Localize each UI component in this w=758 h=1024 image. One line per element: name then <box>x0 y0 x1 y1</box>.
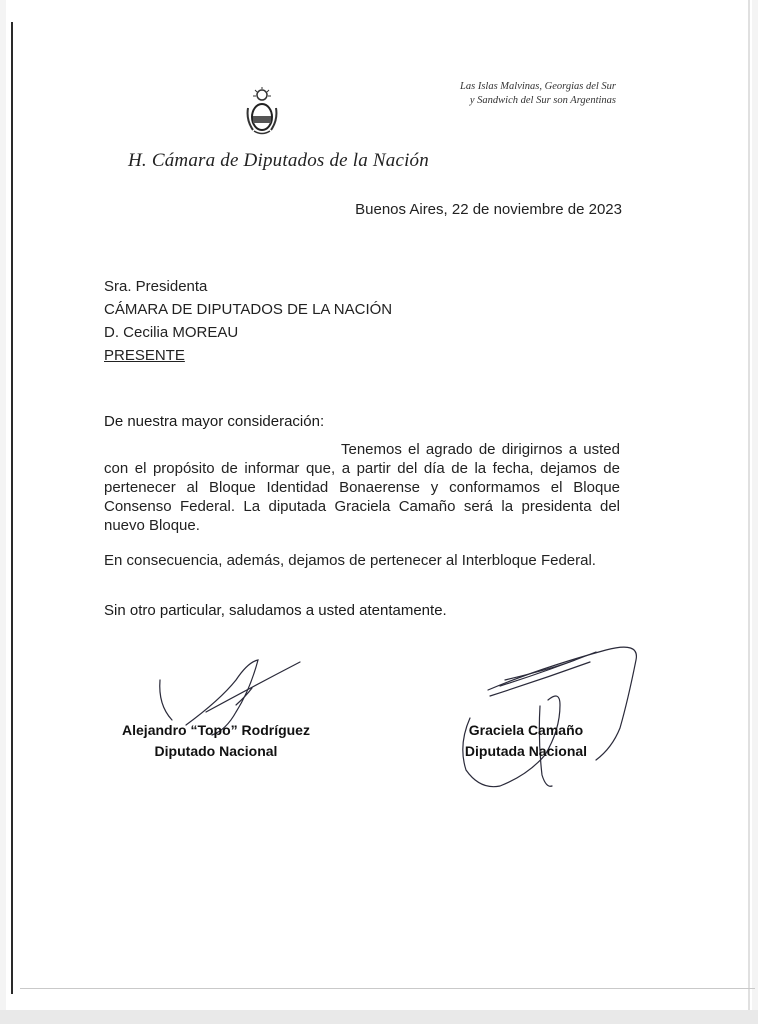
signatory-1-name: Alejandro “Topo” Rodríguez <box>122 722 310 738</box>
letter-date: Buenos Aires, 22 de noviembre de 2023 <box>355 201 622 218</box>
page-right-border <box>748 0 750 1024</box>
paragraph-1: Tenemos el agrado de dirigirnos a usted con el propósito de informar que, a partir del día de la fecha, dejamos de pertenecer al Bloque Identidad Bonaerense y conformamos el Bloque Consenso Federal. La diputada Graciela Camaño será la presidenta del nuevo Bloque. <box>104 441 620 534</box>
addressee-line-1: Sra. Presidenta <box>104 278 208 295</box>
motto-line-1: Las Islas Malvinas, Georgias del Sur <box>460 81 616 92</box>
addressee-line-2: CÁMARA DE DIPUTADOS DE LA NACIÓN <box>104 301 393 318</box>
closing-line: Sin otro particular, saludamos a usted atentamente. <box>104 602 447 619</box>
motto-line-2: y Sandwich del Sur son Argentinas <box>469 95 616 106</box>
signatory-1-title: Diputado Nacional <box>154 743 278 759</box>
page-left-border <box>11 22 13 994</box>
paragraph-2: En consecuencia, además, dejamos de pertenecer al Interbloque Federal. <box>104 552 596 569</box>
addressee-line-4: PRESENTE <box>104 347 185 364</box>
page-bottom-edge <box>0 1010 758 1024</box>
signatory-2-title: Diputada Nacional <box>464 743 588 759</box>
page-bottom-rule <box>20 988 755 989</box>
addressee-line-3: D. Cecilia MOREAU <box>104 324 239 341</box>
institution-name: H. Cámara de Diputados de la Nación <box>128 150 429 171</box>
national-coat-of-arms-icon <box>244 86 280 138</box>
signatory-2-name: Graciela Camaño <box>468 722 584 738</box>
greeting: De nuestra mayor consideración: <box>104 413 325 430</box>
malvinas-motto <box>316 80 616 108</box>
